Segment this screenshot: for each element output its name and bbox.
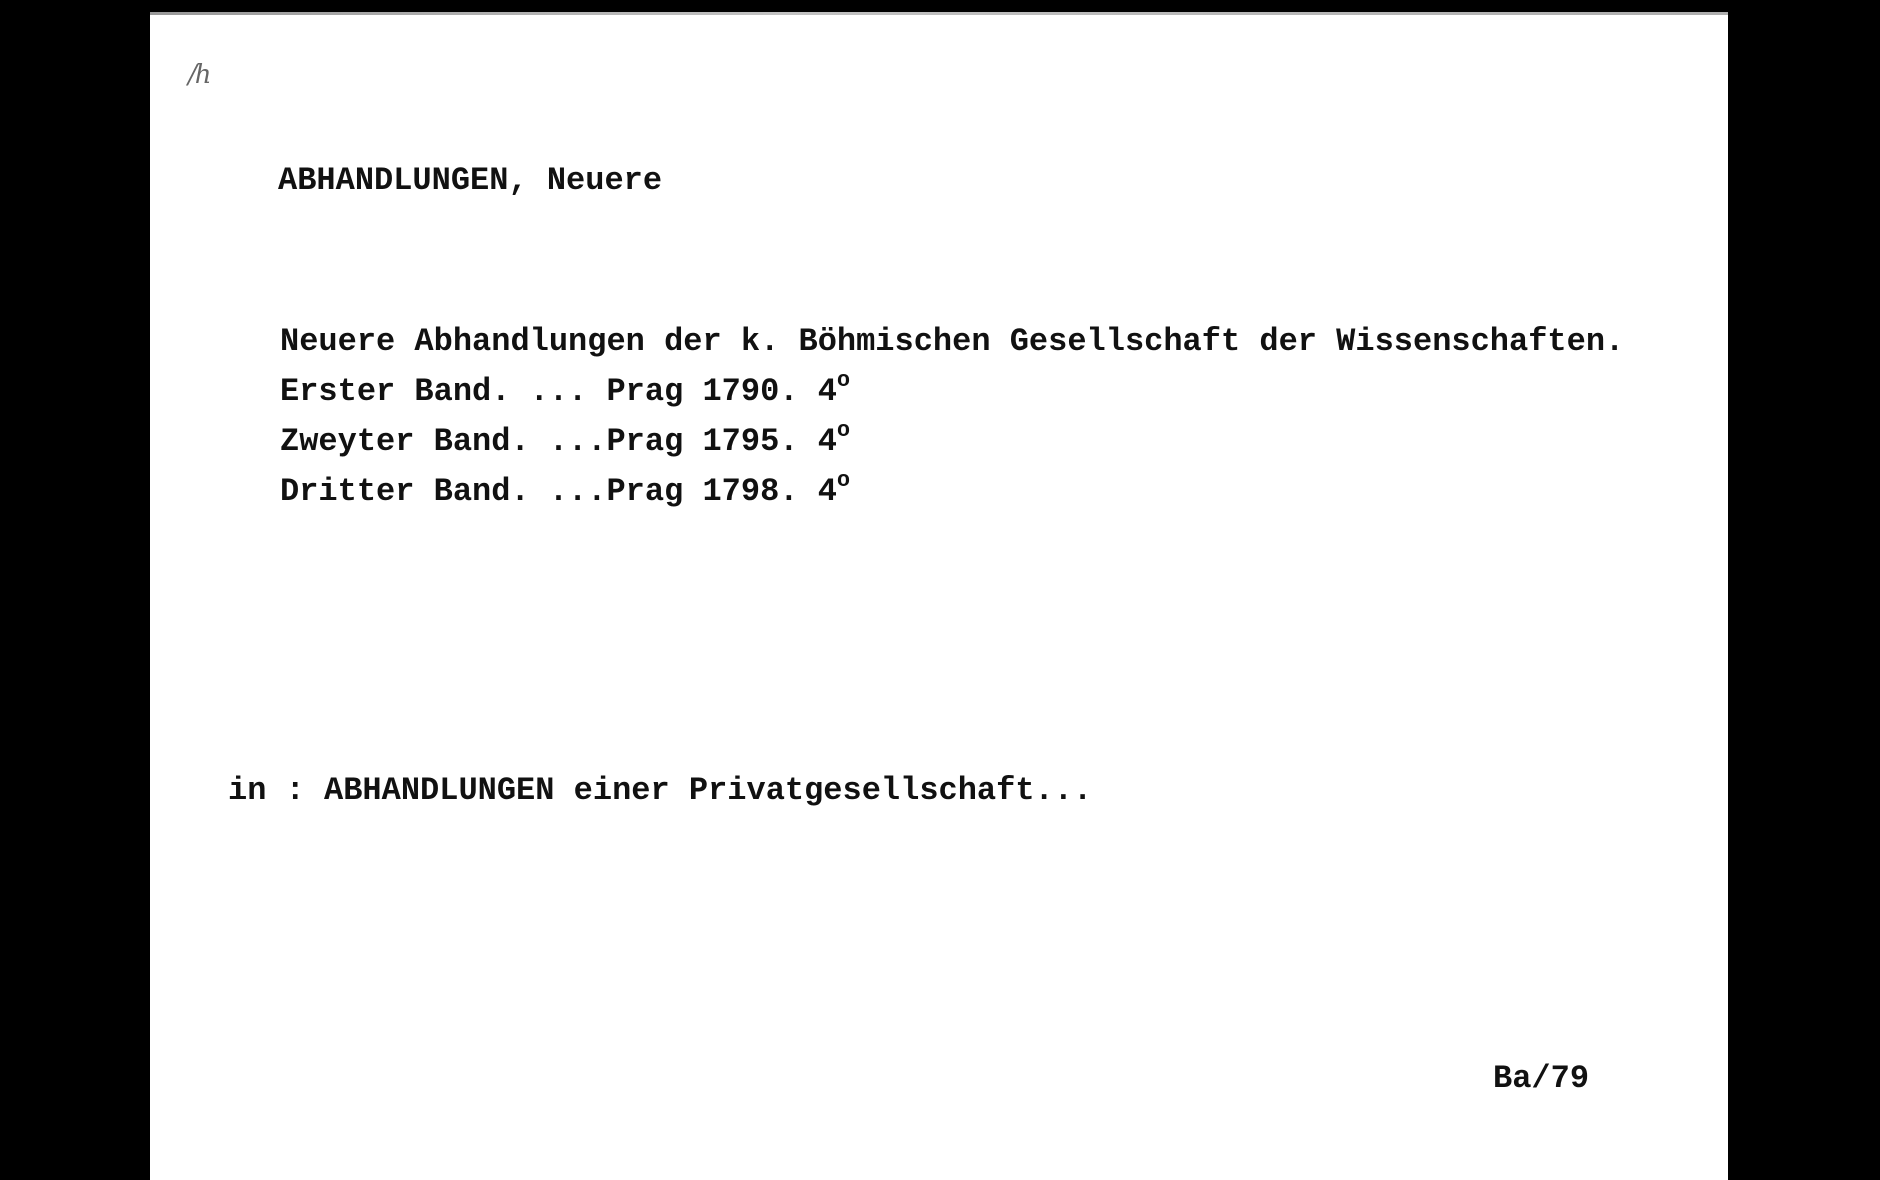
handwritten-corner-mark: /h <box>188 60 210 90</box>
volume-format: o <box>836 468 851 493</box>
entry-title: Neuere Abhandlungen der k. Böhmischen Gesellschaft der Wissenschaften. <box>280 323 1625 360</box>
volume-line <box>280 417 1624 467</box>
series-reference: in : ABHANDLUNGEN einer Privatgesellschaft... <box>228 772 1093 809</box>
volume-format: o <box>836 368 851 393</box>
shelfmark: Ba/79 <box>1493 1060 1590 1097</box>
volume-text: Dritter Band. ...Prag 1798. 4 <box>280 473 837 510</box>
volume-line <box>280 467 1624 517</box>
bibliographic-entry <box>280 317 1624 517</box>
card-heading: ABHANDLUNGEN, Neuere <box>278 162 663 199</box>
volume-format: o <box>836 418 851 443</box>
catalog-card <box>150 12 1728 1180</box>
volume-text: Zweyter Band. ...Prag 1795. 4 <box>280 423 837 460</box>
volume-line <box>280 367 1624 417</box>
volume-text: Erster Band. ... Prag 1790. 4 <box>280 373 837 410</box>
